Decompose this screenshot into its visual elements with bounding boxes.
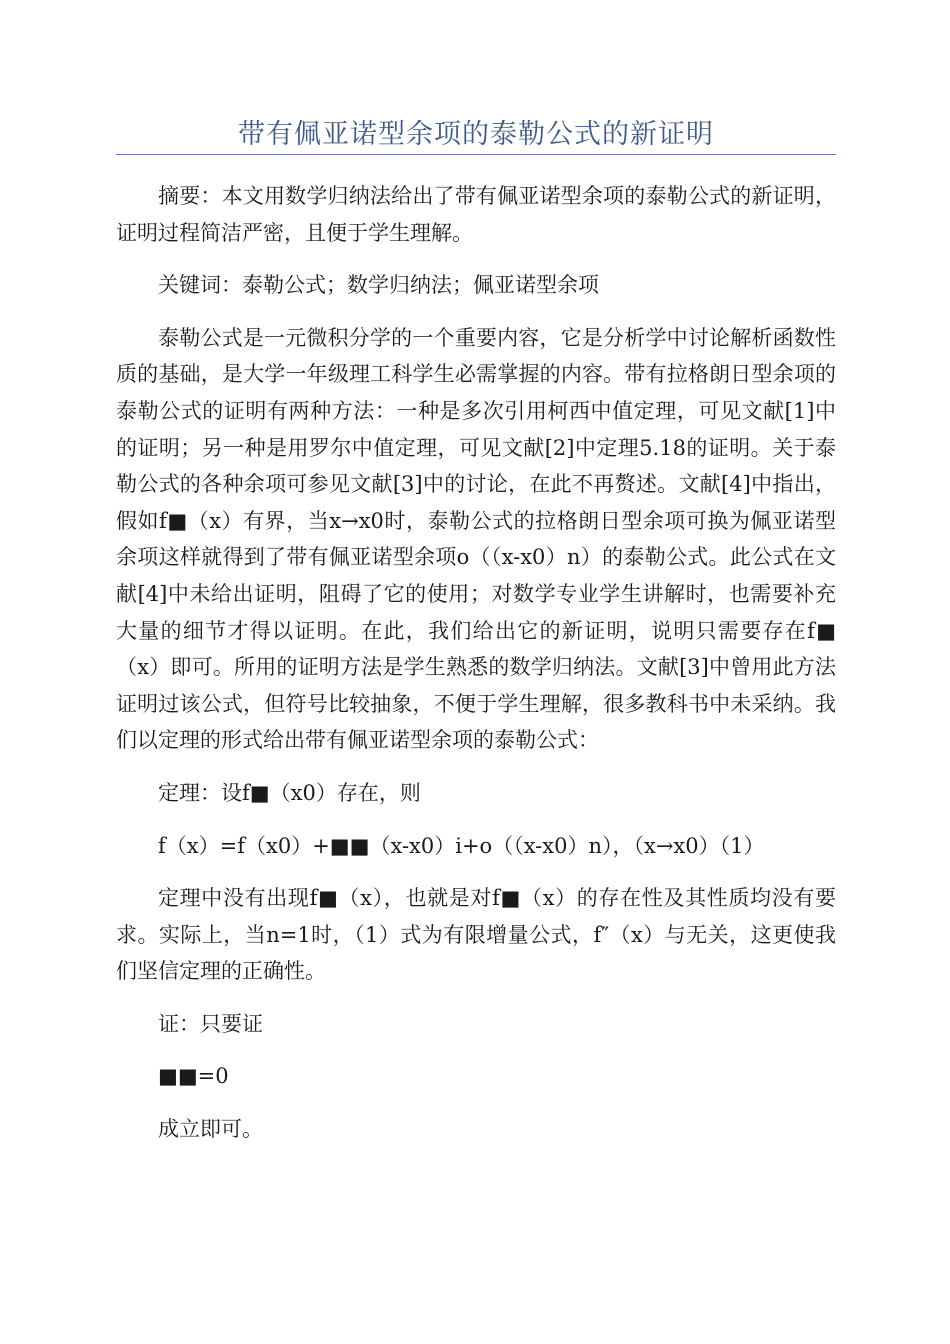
limit-expression: ■■=0 xyxy=(158,1064,229,1089)
document-title: 带有佩亚诺型余项的泰勒公式的新证明 xyxy=(238,119,714,150)
proof-conclusion: 成立即可。 xyxy=(158,1117,263,1142)
keywords-line: 关键词：泰勒公式；数学归纳法；佩亚诺型余项 xyxy=(158,273,599,298)
abstract-paragraph: 摘要：本文用数学归纳法给出了带有佩亚诺型余项的泰勒公式的新证明，证明过程简洁严密，且便于学生理解。 xyxy=(116,184,836,245)
remark-paragraph: 定理中没有出现f■（x），也就是对f■（x）的存在性及其性质均没有要求。实际上，当n=1时，（1）式为有限增量公式，f″（x）与无关，这更使我们坚信定理的正确性。 xyxy=(116,886,836,984)
theorem-statement: 定理：设f■（x0）存在，则 xyxy=(158,780,421,805)
proof-start: 证：只要证 xyxy=(158,1011,263,1036)
document-page xyxy=(116,0,836,1148)
intro-paragraph: 泰勒公式是一元微积分学的一个重要内容，它是分析学中讨论解析函数性质的基础，是大学一年级理工科学生必需掌握的内容。带有拉格朗日型余项的泰勒公式的证明有两种方法：一种是多次引用柯西中值定理，可见文献[1]中的证明；另一种是用罗尔中值定理，可见文献[2]中定理5.18的证明。关于泰勒公式的各种余项可参见文献[3]中的讨论，在此不再赘述。文献[4]中指出，假如f■（x）有界，当x→x0时，泰勒公式的拉格朗日型余项可换为佩亚诺型余项这样就得到了带有佩亚诺型余项o（（x-x0）n）的泰勒公式。此公式在文献[4]中未给出证明，阻碍了它的使用；对数学专业学生讲解时，也需要补充大量的细节才得以证明。在此，我们给出它的新证明，说明只需要存在f■（x）即可。所用的证明方法是学生熟悉的数学归纳法。文献[3]中曾用此方法证明过该公式，但符号比较抽象，不便于学生理解，很多教科书中未采纳。我们以定理的形式给出带有佩亚诺型余项的泰勒公式： xyxy=(116,325,836,753)
title-underline xyxy=(116,154,836,155)
taylor-formula: f（x）=f（x0）+■■（x-x0）i+o（（x-x0）n），（x→x0）（1） xyxy=(158,833,765,858)
